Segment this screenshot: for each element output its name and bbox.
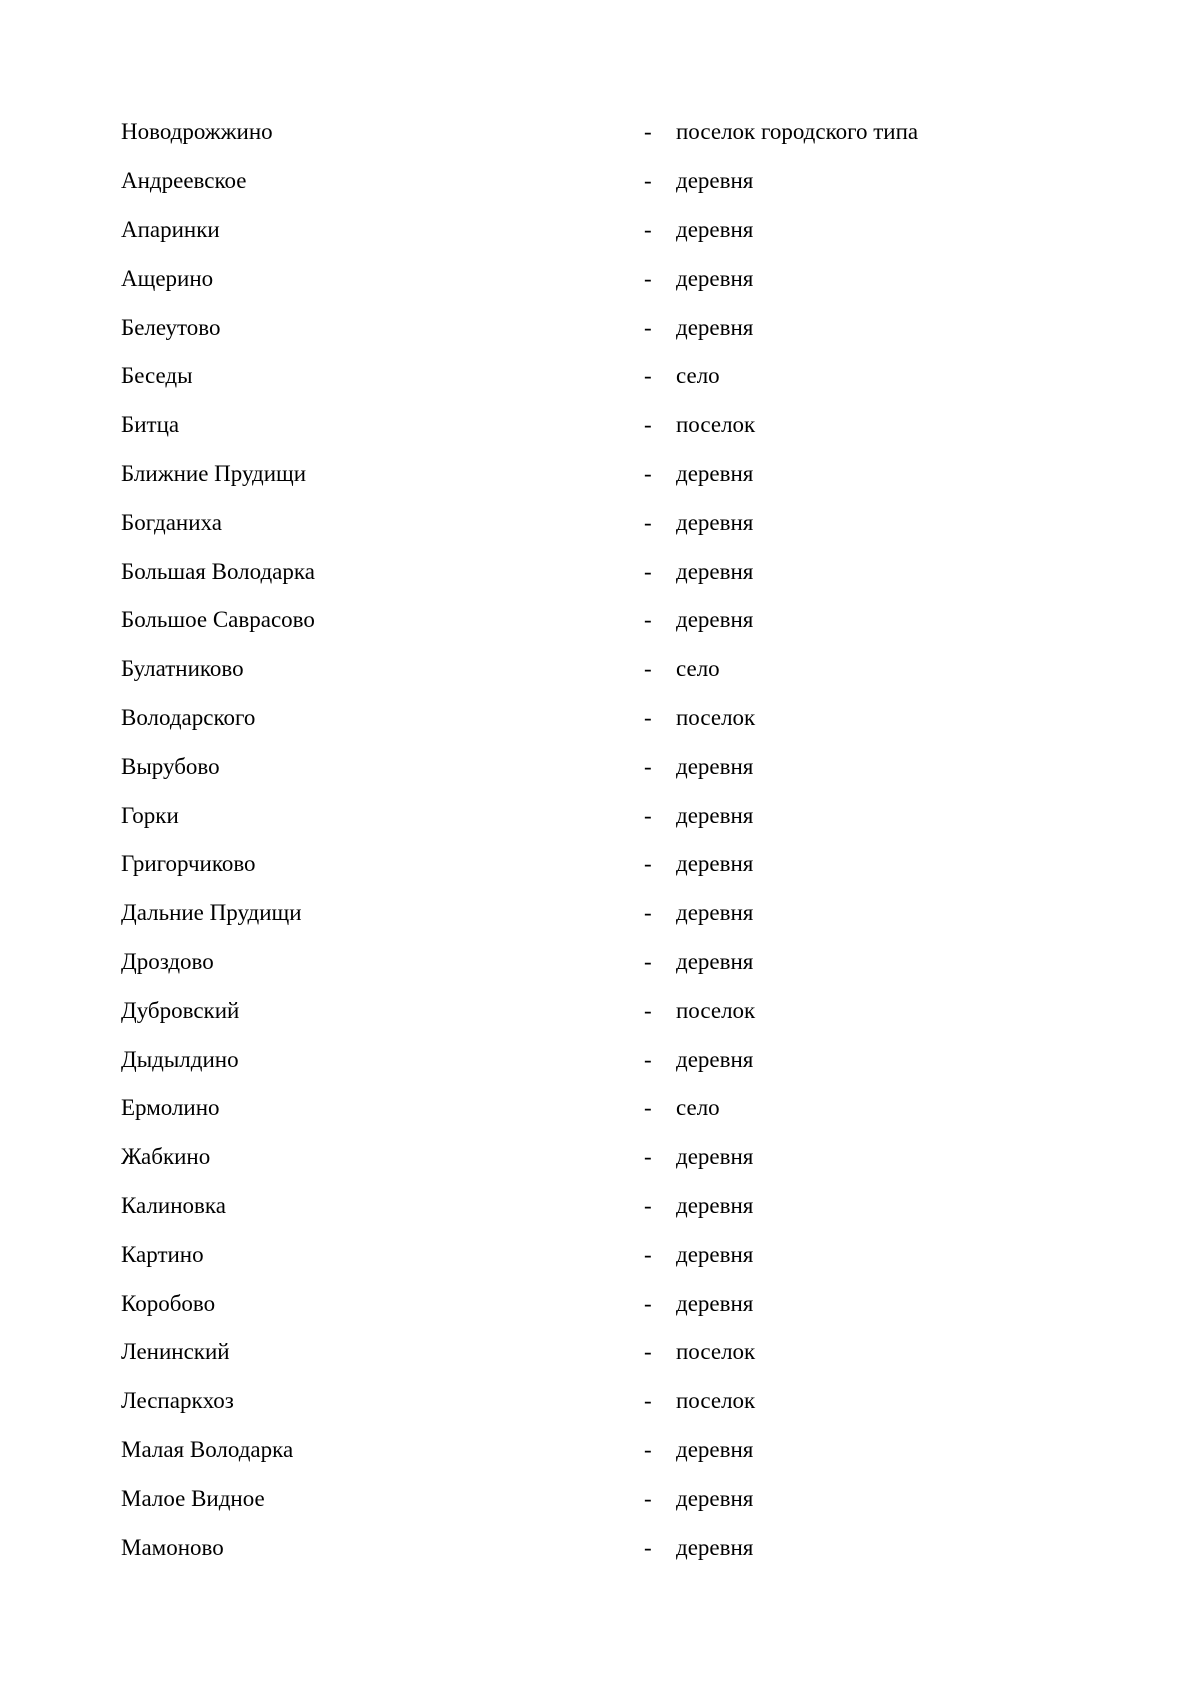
settlement-type: деревня bbox=[676, 558, 754, 584]
settlement-name: Жабкино bbox=[121, 1144, 211, 1170]
settlement-type: деревня bbox=[676, 607, 754, 633]
separator-dash: - bbox=[644, 119, 652, 145]
settlement-row bbox=[121, 108, 1021, 157]
settlement-name: Вырубово bbox=[121, 753, 220, 779]
settlement-name: Володарского bbox=[121, 704, 256, 730]
settlement-type: деревня bbox=[676, 900, 754, 926]
settlement-type: деревня bbox=[676, 1241, 754, 1267]
separator-dash: - bbox=[644, 1388, 652, 1414]
settlement-row bbox=[121, 450, 1021, 499]
settlement-type: село bbox=[676, 1095, 720, 1121]
separator-dash: - bbox=[644, 607, 652, 633]
settlement-row bbox=[121, 1084, 1021, 1133]
settlement-row bbox=[121, 596, 1021, 645]
settlement-name: Картино bbox=[121, 1241, 204, 1267]
settlement-row bbox=[121, 986, 1021, 1035]
separator-dash: - bbox=[644, 363, 652, 389]
settlement-type: поселок bbox=[676, 1388, 756, 1414]
settlement-row bbox=[121, 840, 1021, 889]
settlement-type: деревня bbox=[676, 851, 754, 877]
separator-dash: - bbox=[644, 1290, 652, 1316]
settlement-type: деревня bbox=[676, 314, 754, 340]
settlement-type: поселок городского типа bbox=[676, 119, 919, 145]
separator-dash: - bbox=[644, 851, 652, 877]
settlement-row bbox=[121, 1035, 1021, 1084]
settlement-type: деревня bbox=[676, 1485, 754, 1511]
settlement-row bbox=[121, 1523, 1021, 1572]
separator-dash: - bbox=[644, 314, 652, 340]
settlement-type: деревня bbox=[676, 509, 754, 535]
settlement-type: село bbox=[676, 363, 720, 389]
separator-dash: - bbox=[644, 900, 652, 926]
separator-dash: - bbox=[644, 948, 652, 974]
settlement-row bbox=[121, 1230, 1021, 1279]
settlement-type: поселок bbox=[676, 1339, 756, 1365]
separator-dash: - bbox=[644, 1534, 652, 1560]
settlement-name: Большое Саврасово bbox=[121, 607, 315, 633]
settlement-name: Большая Володарка bbox=[121, 558, 315, 584]
settlement-name: Григорчиково bbox=[121, 851, 256, 877]
separator-dash: - bbox=[644, 1144, 652, 1170]
settlement-name: Дальние Прудищи bbox=[121, 900, 302, 926]
settlement-row bbox=[121, 1377, 1021, 1426]
settlement-type: деревня bbox=[676, 802, 754, 828]
separator-dash: - bbox=[644, 216, 652, 242]
settlement-type: деревня bbox=[676, 216, 754, 242]
settlement-row bbox=[121, 157, 1021, 206]
settlement-type: деревня bbox=[676, 1046, 754, 1072]
separator-dash: - bbox=[644, 1241, 652, 1267]
separator-dash: - bbox=[644, 412, 652, 438]
separator-dash: - bbox=[644, 753, 652, 779]
settlement-name: Белеутово bbox=[121, 314, 221, 340]
settlement-row bbox=[121, 206, 1021, 255]
settlement-name: Ермолино bbox=[121, 1095, 220, 1121]
settlement-row bbox=[121, 547, 1021, 596]
separator-dash: - bbox=[644, 1485, 652, 1511]
settlement-row bbox=[121, 303, 1021, 352]
settlement-row bbox=[121, 742, 1021, 791]
settlement-type: деревня bbox=[676, 753, 754, 779]
settlement-name: Малое Видное bbox=[121, 1485, 265, 1511]
settlement-name: Горки bbox=[121, 802, 179, 828]
settlement-type: село bbox=[676, 656, 720, 682]
settlement-name: Мамоново bbox=[121, 1534, 224, 1560]
settlement-name: Богданиха bbox=[121, 509, 222, 535]
settlement-name: Дыдылдино bbox=[121, 1046, 239, 1072]
settlement-name: Леспаркхоз bbox=[121, 1388, 234, 1414]
separator-dash: - bbox=[644, 704, 652, 730]
settlement-row bbox=[121, 694, 1021, 743]
settlement-name: Ащерино bbox=[121, 265, 214, 291]
settlement-type: деревня bbox=[676, 1144, 754, 1170]
settlement-name: Дубровский bbox=[121, 997, 240, 1023]
settlement-name: Андреевское bbox=[121, 168, 247, 194]
settlement-row bbox=[121, 791, 1021, 840]
settlement-row bbox=[121, 1133, 1021, 1182]
separator-dash: - bbox=[644, 168, 652, 194]
settlement-name: Апаринки bbox=[121, 216, 220, 242]
settlement-name: Новодрожжино bbox=[121, 119, 273, 145]
settlement-row bbox=[121, 352, 1021, 401]
settlement-type: деревня bbox=[676, 460, 754, 486]
settlement-row bbox=[121, 1182, 1021, 1231]
settlement-list bbox=[121, 108, 1021, 1572]
separator-dash: - bbox=[644, 460, 652, 486]
settlement-type: поселок bbox=[676, 412, 756, 438]
separator-dash: - bbox=[644, 1095, 652, 1121]
settlement-row bbox=[121, 1474, 1021, 1523]
settlement-row bbox=[121, 1426, 1021, 1475]
settlement-row bbox=[121, 1328, 1021, 1377]
settlement-row bbox=[121, 889, 1021, 938]
settlement-row bbox=[121, 645, 1021, 694]
settlement-type: деревня bbox=[676, 1290, 754, 1316]
settlement-type: деревня bbox=[676, 1436, 754, 1462]
settlement-name: Малая Володарка bbox=[121, 1436, 294, 1462]
separator-dash: - bbox=[644, 1436, 652, 1462]
settlement-name: Битца bbox=[121, 412, 180, 438]
settlement-row bbox=[121, 938, 1021, 987]
settlement-row bbox=[121, 498, 1021, 547]
settlement-name: Беседы bbox=[121, 363, 193, 389]
settlement-type: деревня bbox=[676, 948, 754, 974]
settlement-type: деревня bbox=[676, 168, 754, 194]
settlement-row bbox=[121, 254, 1021, 303]
settlement-name: Ленинский bbox=[121, 1339, 230, 1365]
separator-dash: - bbox=[644, 1339, 652, 1365]
separator-dash: - bbox=[644, 656, 652, 682]
settlement-type: деревня bbox=[676, 265, 754, 291]
settlement-name: Булатниково bbox=[121, 656, 244, 682]
settlement-name: Калиновка bbox=[121, 1192, 226, 1218]
settlement-row bbox=[121, 1279, 1021, 1328]
separator-dash: - bbox=[644, 997, 652, 1023]
settlement-type: деревня bbox=[676, 1192, 754, 1218]
separator-dash: - bbox=[644, 1192, 652, 1218]
separator-dash: - bbox=[644, 802, 652, 828]
separator-dash: - bbox=[644, 265, 652, 291]
separator-dash: - bbox=[644, 558, 652, 584]
separator-dash: - bbox=[644, 1046, 652, 1072]
settlement-name: Ближние Прудищи bbox=[121, 460, 307, 486]
settlement-row bbox=[121, 401, 1021, 450]
separator-dash: - bbox=[644, 509, 652, 535]
settlement-type: деревня bbox=[676, 1534, 754, 1560]
settlement-name: Дроздово bbox=[121, 948, 214, 974]
settlement-type: поселок bbox=[676, 997, 756, 1023]
settlement-type: поселок bbox=[676, 704, 756, 730]
settlement-name: Коробово bbox=[121, 1290, 216, 1316]
